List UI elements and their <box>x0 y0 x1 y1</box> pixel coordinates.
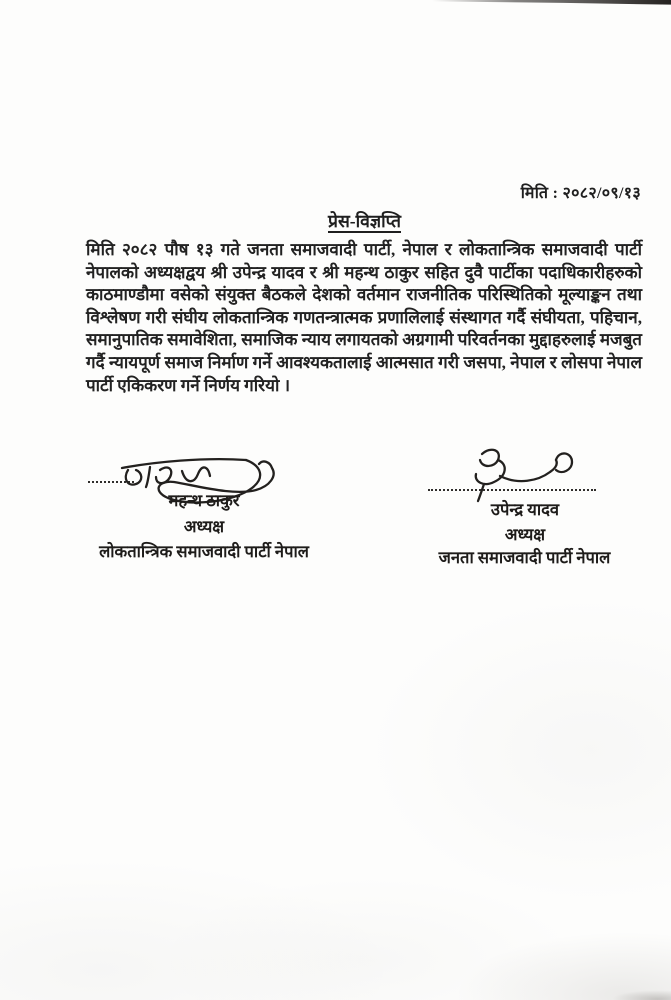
body-paragraph: मिति २०८२ पौष १३ गते जनता समाजवादी पार्टी, नेपाल र लोकतान्त्रिक समाजवादी पार्टी नेपालको अध्यक्षद्वय श्री उपेन्द्र यादव र श्री महन्थ ठाकुर सहित दुवै पार्टीका पदाधिकारीहरुको काठमाण्डौमा वसेको संयुक्त बैठकले देशको वर्तमान राजनीतिक परिस्थितिको मूल्याङ्कन तथा विश्लेषण गरी संघीय लोकतान्त्रिक गणतन्त्रात्मक प्रणालिलाई संस्थागत गर्दै संघीयता, पहिचान, समानुपातिक समावेशिता, समाजिक न्याय लगायतको अग्रगामी परिवर्तनका मुद्दाहरुलाई मजबुत गर्दै न्यायपूर्ण समाज निर्माण गर्ने आवश्यकतालाई आत्मसात गरी जसपा, नेपाल र लोसपा नेपाल पार्टी एकिकरण गर्ने निर्णय गरियो । <box>86 240 642 395</box>
page-title: प्रेस-विज्ञप्ति <box>328 211 401 231</box>
scan-smudge-bottom-right <box>581 982 671 1000</box>
signatory-party: लोकतान्त्रिक समाजवादी पार्टी नेपाल <box>99 542 309 561</box>
signatory-name: उपेन्द्र यादव <box>490 500 560 519</box>
signatory-title: अध्यक्ष <box>183 517 225 536</box>
scan-edge-artifact-top <box>432 0 671 6</box>
signatory-title: अध्यक्ष <box>504 525 546 544</box>
signatory-name: महन्थ ठाकुर <box>168 491 240 510</box>
signatory-party: जनता समाजवादी पार्टी नेपाल <box>438 548 611 567</box>
date-line: मिति : २०८२/०९/१३ <box>520 185 641 202</box>
